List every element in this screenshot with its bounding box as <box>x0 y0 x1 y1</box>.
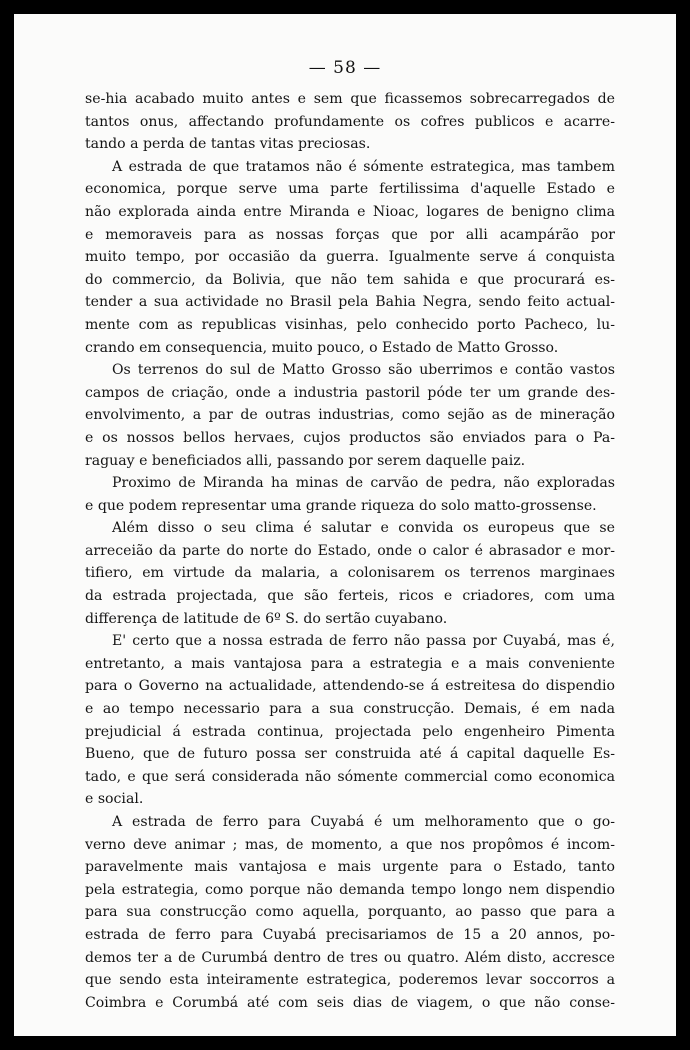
text-line: verno deve animar ; mas, de momento, a que nos propômos é incom- <box>85 836 615 853</box>
text-line: pela estrategia, como porque não demanda tempo longo nem dispendio <box>85 881 615 898</box>
text-line: e memoraveis para as nossas forças que por alli acampárão por <box>85 226 615 243</box>
text-line: envolvimento, a par de outras industrias, como sejão as de mineração <box>85 407 615 424</box>
text-line: e social. <box>85 791 144 808</box>
text-line: prejudicial á estrada continua, projectada pelo engenheiro Pimenta <box>85 723 615 740</box>
text-line: não explorada ainda entre Miranda e Nioac, logares de benigno clima <box>85 203 615 220</box>
text-line: arreceião da parte do norte do Estado, onde o calor é abrasador e mor- <box>85 542 615 559</box>
text-line: tifiero, em virtude da malaria, a colonisarem os terrenos marginaes <box>85 565 615 582</box>
text-line: estrada de ferro para Cuyabá precisariamos de 15 a 20 annos, po- <box>85 926 615 943</box>
text-line: tantos onus, affectando profundamente os cofres publicos e acarre- <box>85 113 615 130</box>
text-line: campos de criação, onde a industria pastoril póde ter um grande des- <box>85 384 615 401</box>
book-page <box>14 14 676 1036</box>
text-line: que sendo esta inteiramente estrategica, poderemos levar soccorros a <box>85 972 615 989</box>
text-line: demos ter a de Curumbá dentro de tres ou quatro. Além disto, accresce <box>85 949 615 966</box>
text-line: tender a sua actividade no Brasil pela Bahia Negra, sendo feito actual- <box>85 294 615 311</box>
text-line: Coimbra e Corumbá até com seis dias de viagem, o que não conse- <box>85 994 615 1011</box>
text-line: entretanto, a mais vantajosa para a estrategia e a mais conveniente <box>85 655 615 672</box>
text-line: A estrada de que tratamos não é sómente estrategica, mas tambem <box>112 158 615 175</box>
text-line: e os nossos bellos hervaes, cujos productos são enviados para o Pa- <box>85 429 615 446</box>
text-line: paravelmente mais vantajosa e mais urgente para o Estado, tanto <box>85 859 615 876</box>
text-line: da estrada projectada, que são ferteis, ricos e criadores, com uma <box>85 588 615 605</box>
text-line: para sua construcção como aquella, porquanto, ao passo que para a <box>85 904 615 921</box>
text-line: raguay e beneficiados alli, passando por serem daquelle paiz. <box>85 452 526 469</box>
text-line: para o Governo na actualidade, attendendo-se á estreitesa do dispendio <box>85 678 615 695</box>
text-line: differença de latitude de 6º S. do sertão cuyabano. <box>85 610 448 627</box>
text-line: crando em consequencia, muito pouco, o Estado de Matto Grosso. <box>85 339 559 356</box>
text-line: e que podem representar uma grande riqueza do solo matto-grossense. <box>85 497 597 514</box>
text-line: Bueno, que de futuro possa ser construida até á capital daquelle Es- <box>85 746 615 763</box>
text-line: Os terrenos do sul de Matto Grosso são uberrimos e contão vastos <box>112 362 615 379</box>
text-line: mente com as republicas visinhas, pelo conhecido porto Pacheco, lu- <box>85 316 615 333</box>
text-line: Além disso o seu clima é salutar e convida os europeus que se <box>112 520 615 537</box>
text-line: E' certo que a nossa estrada de ferro não passa por Cuyabá, mas é, <box>112 633 615 650</box>
text-line: se-hia acabado muito antes e sem que ficassemos sobrecarregados de <box>85 91 615 107</box>
text-line: A estrada de ferro para Cuyabá é um melhoramento que o go- <box>112 814 615 830</box>
text-line: muito tempo, por occasião da guerra. Igualmente serve á conquista <box>85 249 615 266</box>
text-line: do commercio, da Bolivia, que não tem sahida e que procurará es- <box>85 271 615 288</box>
text-line: tando a perda de tantas vitas preciosas. <box>85 136 371 153</box>
text-line: economica, porque serve uma parte fertilissima d'aquelle Estado e <box>85 181 615 198</box>
body-text <box>85 88 615 1014</box>
page-number: — 58 — <box>308 58 382 78</box>
text-line: tado, e que será considerada não sómente commercial como economica <box>85 768 615 785</box>
text-line: e ao tempo necessario para a sua construcção. Demais, é em nada <box>85 701 615 718</box>
text-line: Proximo de Miranda ha minas de carvão de pedra, não exploradas <box>112 475 615 492</box>
